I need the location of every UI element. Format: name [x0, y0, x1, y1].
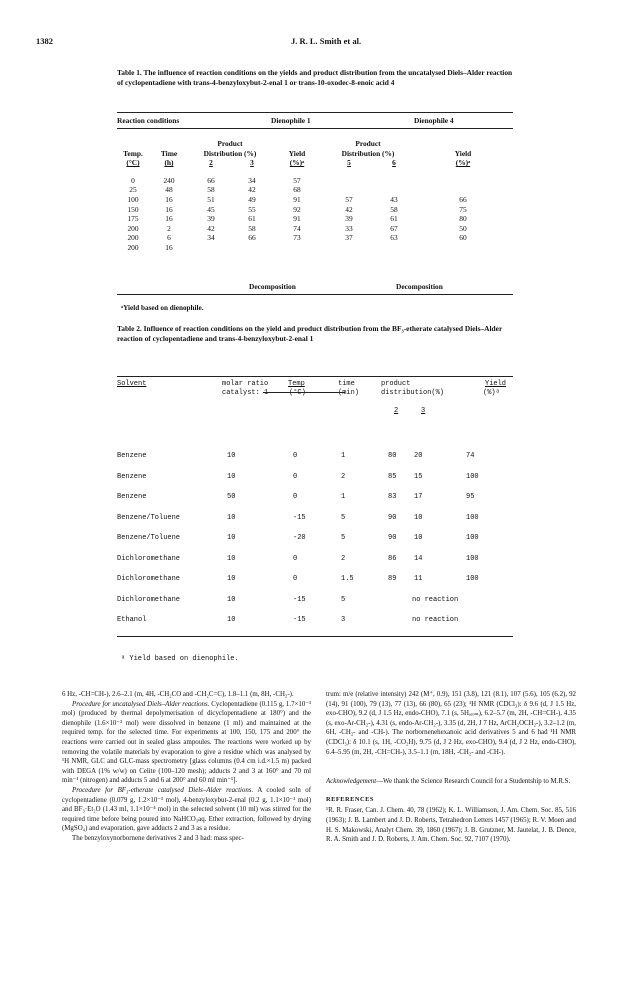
- table-cell: [233, 243, 271, 253]
- t2-yield: Yield: [485, 380, 507, 388]
- table-cell: 10: [414, 534, 423, 542]
- table-cell: 80: [459, 214, 467, 224]
- procedure-title: Procedure for uncatalysed Diels–Alder reactions.: [72, 700, 210, 708]
- table-cell: 63: [390, 233, 398, 243]
- table-row: [117, 508, 513, 529]
- paragraph-text: Cyclopentadiene (0.115 g, 1.7×10⁻³ mol) (produced by thermal depolymerisation of dicyclopentadiene at 180°) and the dienophile (1.6×10⁻³ mol) were dissolved in benzene (1 ml) and maintained at the required temp. for the selected time. For experiments at 100, 150, 175 and 200° the reactions were carried out in sealed glass ampoules. The reactions were worked up by removing the volatile materials by evaporation to give a residue which was analysed by ¹H NMR, GLC and GLC-mass spectrometry [glass columns (0.4 cm i.d.×1.5 m) packed with DEGA (1% w/w) on Celite (100–120 mesh); adducts 2 and 3 at 160° and 70 ml min⁻¹ (nitrogen) and adducts 5 and 6 at 200° and 60 ml min⁻¹].: [62, 700, 311, 785]
- t2-distribution: distribution(%): [381, 389, 445, 397]
- table-cell: 0: [293, 493, 298, 501]
- t2-molar-ratio: molar ratio: [222, 380, 269, 388]
- t2-temp-unit: (°C): [289, 389, 306, 397]
- table-cell: 10: [227, 513, 236, 522]
- table-cell: [413, 243, 513, 253]
- table-cell: -15: [293, 513, 306, 522]
- paragraph: The benzyloxynorbornene derivatives 2 and 3 had: mass spec-: [72, 834, 244, 842]
- table-cell: 57: [293, 175, 301, 185]
- t2-p2: 2: [394, 407, 399, 415]
- table-cell: -20: [293, 534, 306, 542]
- table-cell: 11: [414, 575, 423, 583]
- table-cell: 240: [163, 175, 175, 185]
- table-cell: 0: [293, 452, 298, 460]
- table-cell: 100: [466, 575, 479, 583]
- table-cell: 34: [207, 233, 215, 243]
- table-cell: Dichloromethane: [117, 595, 181, 604]
- t1-yield-2: Yield: [454, 148, 472, 158]
- table-cell: 86: [388, 554, 397, 563]
- table-cell: 2: [341, 554, 346, 563]
- table-cell: 1: [341, 452, 346, 460]
- table-cell: 10: [227, 616, 236, 624]
- table-cell: 10: [227, 472, 236, 481]
- table-row: [117, 176, 513, 186]
- t1-decomposition-2: Decomposition: [396, 282, 443, 291]
- table-cell: 58: [248, 223, 256, 233]
- table-row: [117, 610, 513, 631]
- table-cell: 39: [345, 214, 353, 224]
- table-cell: no reaction: [412, 616, 459, 624]
- table-cell: 57: [345, 194, 353, 204]
- table-cell: [375, 185, 413, 195]
- t2-product: product: [381, 380, 411, 388]
- table-row: [117, 214, 513, 224]
- table-cell: 61: [390, 214, 398, 224]
- table-cell: 3: [341, 616, 346, 624]
- table2-bottom-rule: [117, 636, 513, 637]
- t2-yield-unit: (%)ᵃ: [483, 389, 500, 397]
- table-cell: 1.5: [341, 575, 354, 583]
- table-cell: 100: [466, 513, 479, 522]
- table1-top-rule: [117, 112, 513, 113]
- table-cell: 200: [127, 233, 139, 243]
- table-cell: 10: [227, 452, 236, 460]
- table-cell: 73: [293, 233, 301, 243]
- group-dienophile-4: Dienophile 4: [414, 116, 454, 125]
- table-cell: 66: [459, 194, 467, 204]
- table2: [117, 446, 513, 631]
- paragraph: [62, 786, 311, 834]
- table-cell: Dichloromethane: [117, 554, 181, 563]
- table-cell: 91: [293, 194, 301, 204]
- table-cell: 89: [388, 575, 397, 583]
- acknowledgement-text: —We thank the Science Research Council for a Studentship to M.R.S.: [376, 778, 571, 786]
- group-reaction-conditions: Reaction conditions: [117, 116, 180, 125]
- t2-time-unit: (min): [338, 389, 360, 397]
- table1-group-rule: [117, 128, 513, 129]
- table-cell: 42: [345, 204, 353, 214]
- table-cell: 42: [207, 223, 215, 233]
- table-cell: -15: [293, 595, 306, 604]
- paragraph: 6 Hz, -CH=CH-), 2.6–2.1 (m, 4H, -CH₂CO and -CH₂C=C), 1.8–1.1 (m, 8H, -CH₂-).: [62, 691, 294, 698]
- t1-temp-unit: (°C): [126, 158, 140, 168]
- table-cell: 20: [414, 452, 423, 460]
- table-row: [117, 233, 513, 243]
- page-number: 1382: [36, 36, 53, 46]
- t1-product-2: Product: [355, 139, 381, 148]
- table-cell: Benzene: [117, 472, 147, 481]
- t1-p1a: 2: [209, 158, 213, 168]
- t2-solvent: Solvent: [117, 380, 147, 388]
- t1-time: Time: [160, 148, 178, 158]
- t2-temp: Temp: [288, 380, 305, 388]
- table-cell: 43: [390, 194, 398, 204]
- table-cell: 74: [466, 452, 475, 460]
- table1-bottom-rule: [117, 294, 513, 295]
- table-cell: 51: [207, 194, 215, 204]
- table-cell: 37: [345, 233, 353, 243]
- table-cell: Dichloromethane: [117, 575, 181, 583]
- table-row: [117, 569, 513, 590]
- table-cell: [189, 243, 233, 253]
- table-cell: 16: [165, 214, 173, 224]
- table-row: [117, 590, 513, 611]
- table-cell: 100: [466, 534, 479, 542]
- table-cell: 49: [248, 194, 256, 204]
- acknowledgement-title: Acknowledgement: [326, 778, 377, 786]
- table-cell: 68: [293, 185, 301, 195]
- table-cell: 0: [293, 472, 298, 481]
- paragraph: [62, 700, 311, 786]
- table-cell: 16: [165, 204, 173, 214]
- table-cell: 95: [466, 493, 475, 501]
- table-cell: 50: [227, 493, 236, 501]
- group-dienophile-1: Dienophile 1: [271, 116, 311, 125]
- table-cell: 15: [414, 472, 423, 481]
- table1-header-row: [117, 149, 513, 159]
- paragraph: trum: m/e (relative intensity) 242 (M⁺, 0.9), 151 (3.8), 121 (8.1), 107 (5.6), 105 (6.2), 92 (14), 91 (100), 79 (13), 77 (13), 66 (80), 65 (23); ¹H NMR (CDCl₃): δ 9.6 (d, J 1.5 Hz, exo-CHO), 9.2 (d, J 1.5 Hz, endo-CHO), 7.1 (s, 5Hₐᵣₒₘ), 6.2–5.7 (m, 2H, -CH=CH-), 4.35 (s, exo-Ar-CH₂-), 4.31 (s, endo-Ar-CH₂-), 3.35 (d, 2H, J 7 Hz, ArCH₂OCH₂-), 3.2–1.2 (m, 6H, -CH₂- and -CH-). The norbornenehexanoic acid derivatives 5 and 6 had ¹H NMR (CDCl₃): δ 10.1 (s, 1H, -CO₂H), 9.75 (d, J 2 Hz, exo-CHO), 9.4 (d, J 2 Hz, endo-CHO), 6.4–5.95 (m, 2H, -CH=CH-), 3.5–1.1 (m, 18H, -CH₂- and -CH-).: [326, 691, 576, 756]
- table-cell: Benzene/Toluene: [117, 513, 181, 522]
- table-cell: [323, 185, 375, 195]
- table-cell: 75: [459, 204, 467, 214]
- t1-product-1: Product: [217, 139, 243, 148]
- paragraph-text: A cooled soln of cyclopentadiene (0.079 g, 1.2×10⁻³ mol), 4-benzyloxybut-2-enal (0.2 g, 1.1×10⁻³ mol) and BF₃·Et₂O (1.43 ml, 1.1×10⁻⁴ mol) in the selected solvent (10 ml) was stirred for the required time before being poured into NaHCO₃aq. Ether extraction, followed by drying (MgSO₄) and evaporation, gave adducts 2 and 3 as a residue.: [62, 786, 312, 833]
- table-cell: 2: [167, 223, 171, 233]
- table-cell: Benzene: [117, 452, 147, 460]
- t1-dist-1: Distribution (%): [203, 148, 257, 158]
- running-title: J. R. L. Smith et al.: [290, 36, 362, 46]
- table-cell: 6: [167, 233, 171, 243]
- table-row: [117, 467, 513, 488]
- table1-header-row: [117, 158, 513, 168]
- t1-time-unit: (h): [164, 158, 174, 168]
- table-cell: 0: [131, 175, 135, 185]
- table-cell: 33: [345, 223, 353, 233]
- references-heading: REFERENCES: [326, 795, 374, 803]
- table-cell: 0: [293, 554, 298, 563]
- table-cell: [323, 176, 375, 186]
- table-cell: 74: [293, 223, 301, 233]
- table-cell: 5: [341, 595, 346, 604]
- table-row: [117, 446, 513, 467]
- table-row: [117, 195, 513, 205]
- procedure-title: Procedure for BF₃-etherate catalysed Diels–Alder reactions.: [72, 786, 254, 794]
- table-cell: 17: [414, 493, 423, 501]
- table-cell: 2: [341, 472, 346, 481]
- table1: [117, 139, 513, 253]
- table-row: [117, 185, 513, 195]
- table-cell: 200: [127, 242, 139, 252]
- t1-p1b: 3: [250, 158, 254, 168]
- table1-footnote: ᵃYield based on dienophile.: [121, 304, 204, 312]
- table-cell: 100: [466, 554, 479, 563]
- table-cell: 66: [248, 233, 256, 243]
- table-cell: Benzene/Toluene: [117, 534, 181, 542]
- table-cell: [375, 243, 413, 253]
- table-cell: 91: [293, 214, 301, 224]
- table-cell: 34: [248, 175, 256, 185]
- table-cell: 42: [248, 185, 256, 195]
- table2-header: [117, 380, 513, 426]
- table-cell: 0: [293, 575, 298, 583]
- table-cell: 50: [459, 223, 467, 233]
- t1-decomposition-1: Decomposition: [249, 282, 296, 291]
- table-cell: 14: [414, 554, 423, 563]
- table-cell: 39: [207, 214, 215, 224]
- table-cell: 80: [388, 452, 397, 460]
- table-cell: 58: [390, 204, 398, 214]
- table-cell: -15: [293, 616, 306, 624]
- table2-caption: Table 2. Influence of reaction conditions on the yield and product distribution from the BF₃-etherate catalysed Diels–Alder reaction of cyclopentadiene and trans-4-benzyloxybut-2-enal 1: [117, 324, 503, 343]
- table-cell: 60: [459, 233, 467, 243]
- table-cell: 100: [127, 194, 139, 204]
- t1-temp: Temp.: [123, 148, 143, 158]
- table2-product-rule: [263, 392, 345, 393]
- table-cell: 83: [388, 493, 397, 501]
- table-cell: [413, 176, 513, 186]
- table-row: [117, 205, 513, 215]
- table-row: [117, 243, 513, 253]
- right-column: [326, 690, 576, 845]
- table-cell: 200: [127, 223, 139, 233]
- table-row: [117, 487, 513, 508]
- table-cell: 175: [127, 214, 139, 224]
- table-cell: 67: [390, 223, 398, 233]
- table-cell: 10: [227, 575, 236, 583]
- table-cell: 5: [341, 534, 346, 542]
- table-cell: Ethanol: [117, 616, 147, 624]
- table-cell: 1: [341, 493, 346, 501]
- table-row: [117, 528, 513, 549]
- table-cell: 150: [127, 204, 139, 214]
- table-cell: 45: [207, 204, 215, 214]
- t1-yield-1-unit: (%)ᵃ: [289, 158, 305, 168]
- table1-caption: Table 1. The influence of reaction conditions on the yields and product distribution from the uncatalysed Diels–Alder reaction of cyclopentadiene with trans-4-benzyloxybut-2-enal 1 or trans-10-oxodec-8-enoic acid 4: [117, 68, 513, 87]
- table-row: [117, 549, 513, 570]
- table-cell: Benzene: [117, 493, 147, 501]
- t1-yield-2-unit: (%)ᵃ: [455, 158, 471, 168]
- table-cell: [375, 176, 413, 186]
- t2-time: time: [338, 380, 355, 388]
- left-column: [62, 690, 311, 844]
- table1-header-row: [117, 139, 513, 149]
- table-row: [117, 224, 513, 234]
- t1-dist-2: Distribution (%): [341, 148, 395, 158]
- table2-footnote: ᵃ Yield based on dienophile.: [121, 655, 239, 663]
- table-cell: 58: [207, 185, 215, 195]
- table-cell: 100: [466, 472, 479, 481]
- acknowledgement: [326, 777, 576, 787]
- t2-p3: 3: [421, 407, 426, 415]
- table-cell: 25: [129, 185, 137, 195]
- table-cell: 10: [227, 554, 236, 563]
- table-cell: 55: [248, 204, 256, 214]
- table-cell: 16: [165, 242, 173, 252]
- table-cell: 92: [293, 204, 301, 214]
- t1-yield-1: Yield: [288, 148, 306, 158]
- table-cell: [413, 185, 513, 195]
- table-cell: 5: [341, 513, 346, 522]
- table-cell: 10: [227, 595, 236, 604]
- table-cell: 10: [414, 513, 423, 522]
- table-cell: 10: [227, 534, 236, 542]
- table-cell: 90: [388, 513, 397, 522]
- table-cell: 85: [388, 472, 397, 481]
- t1-p2b: 6: [392, 158, 396, 168]
- table-cell: 61: [248, 214, 256, 224]
- table-cell: 66: [207, 175, 215, 185]
- table-cell: [323, 243, 375, 253]
- table2-top-rule: [117, 376, 513, 377]
- t2-catalyst: catalyst: 1: [222, 389, 269, 397]
- table-cell: 48: [165, 185, 173, 195]
- references: ¹R. R. Fraser, Can. J. Chem. 40, 78 (1962); K. L. Williamson, J. Am. Chem. Soc. 85, 516 (1963); J. B. Lambert and J. D. Roberts, Tetrahedron Letters 1457 (1965); R. V. Moen and H. S. Makowski, Analyt Chem. 39, 1860 (1967); J. B. Grutzner, M. Jautelat, J. B. Dence, R. A. Smith and J. D. Roberts, J. Am. Chem. Soc. 92, 7107 (1970).: [326, 807, 576, 844]
- table-cell: no reaction: [412, 595, 459, 604]
- table-cell: [271, 243, 323, 253]
- table-cell: 90: [388, 534, 397, 542]
- table-cell: 16: [165, 194, 173, 204]
- t1-p2a: 5: [347, 158, 351, 168]
